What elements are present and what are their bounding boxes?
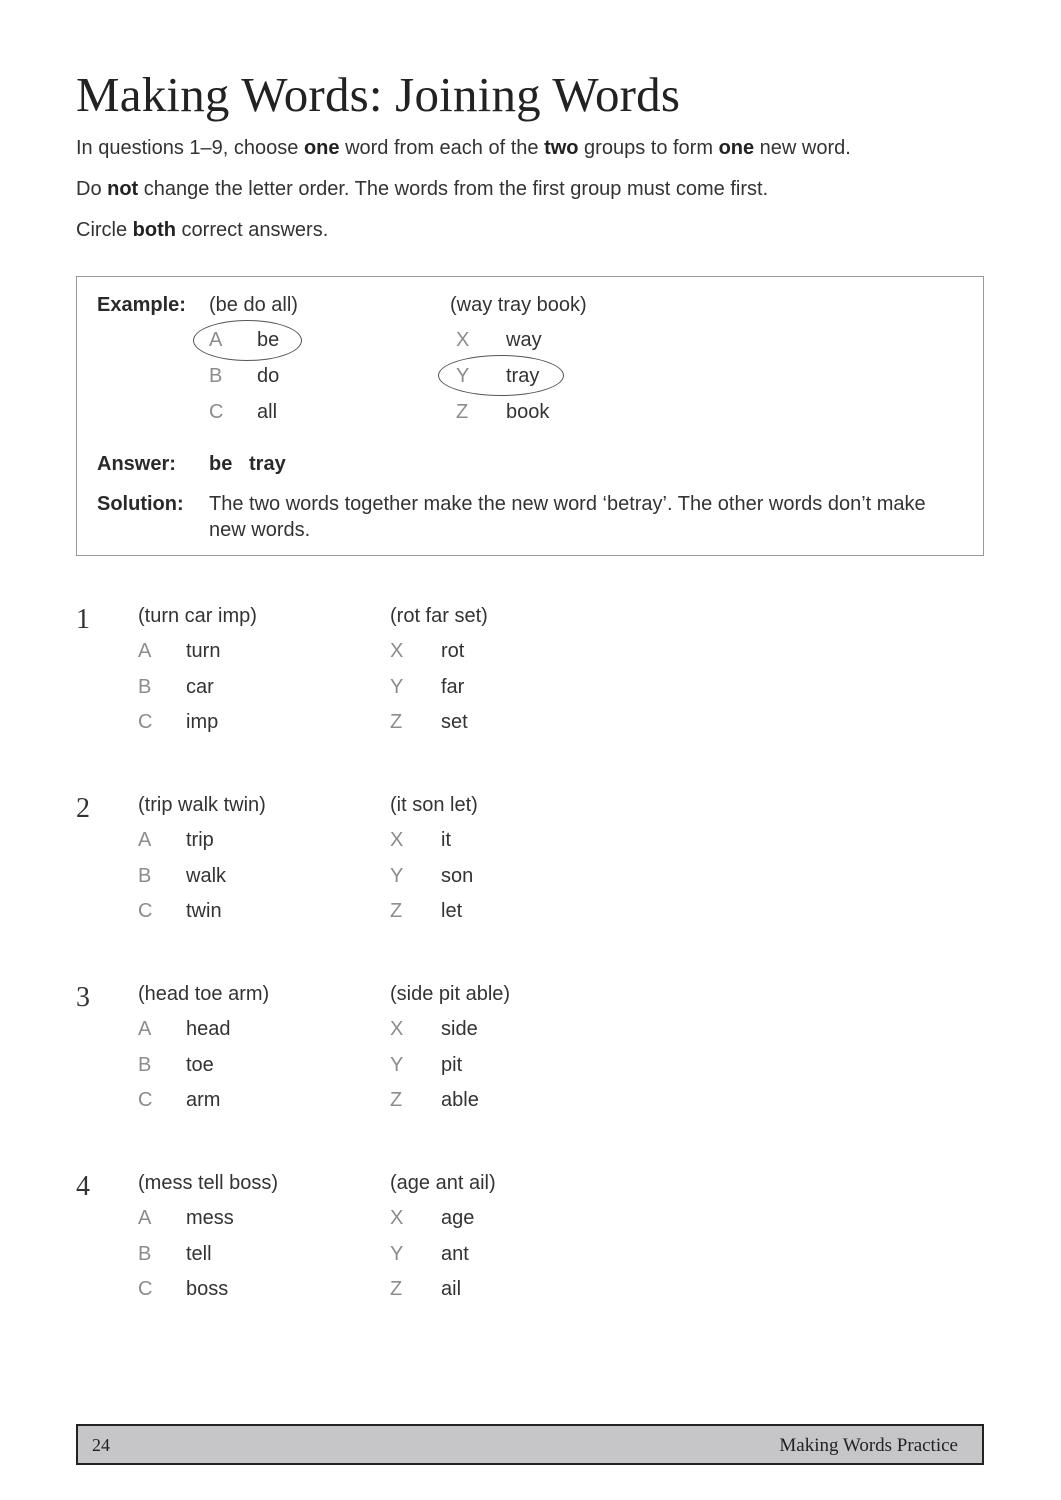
option-letter: A bbox=[138, 1018, 152, 1040]
option-word[interactable]: far bbox=[441, 676, 465, 698]
option-word[interactable]: head bbox=[186, 1018, 231, 1040]
option-word: do bbox=[257, 365, 280, 387]
question-group-1: (trip walk twin) bbox=[138, 794, 266, 816]
option-word[interactable]: it bbox=[441, 829, 451, 851]
option-word[interactable]: trip bbox=[186, 829, 214, 851]
answer-value: be tray bbox=[209, 453, 286, 475]
option-letter: Y bbox=[390, 1243, 404, 1265]
instruction-line-1 bbox=[76, 137, 851, 160]
option-word[interactable]: age bbox=[441, 1207, 475, 1229]
option-letter: Y bbox=[390, 865, 404, 887]
instruction-text: Do bbox=[76, 178, 108, 200]
option-word[interactable]: arm bbox=[186, 1089, 221, 1111]
answer-label: Answer: bbox=[97, 453, 176, 475]
question-number: 3 bbox=[76, 982, 90, 1013]
option-letter: Y bbox=[456, 365, 470, 387]
option-word[interactable]: side bbox=[441, 1018, 478, 1040]
instruction-text: In questions 1–9, choose bbox=[76, 137, 304, 159]
instruction-line-3 bbox=[76, 219, 328, 242]
instruction-emphasis: one bbox=[718, 137, 755, 159]
option-letter: C bbox=[138, 711, 153, 733]
option-word[interactable]: mess bbox=[186, 1207, 234, 1229]
option-letter: Z bbox=[390, 900, 403, 922]
option-word[interactable]: turn bbox=[186, 640, 221, 662]
example-box bbox=[76, 276, 984, 556]
page-title: Making Words: Joining Words bbox=[76, 67, 681, 122]
question-number: 2 bbox=[76, 793, 90, 824]
question-group-2: (side pit able) bbox=[390, 983, 511, 1005]
option-letter: X bbox=[390, 1207, 404, 1229]
option-word[interactable]: set bbox=[441, 711, 468, 733]
option-word[interactable]: pit bbox=[441, 1054, 463, 1076]
option-word[interactable]: imp bbox=[186, 711, 219, 733]
option-word[interactable]: ail bbox=[441, 1278, 462, 1300]
option-letter: A bbox=[209, 329, 223, 351]
page-number: 24 bbox=[92, 1435, 110, 1455]
instruction-emphasis: one bbox=[303, 137, 340, 159]
option-letter: B bbox=[209, 365, 223, 387]
option-letter: X bbox=[390, 1018, 404, 1040]
solution-text: The two words together make the new word ‘betray’. The other words don’t make new words. bbox=[209, 493, 926, 541]
option-word[interactable]: toe bbox=[186, 1054, 214, 1076]
option-word[interactable]: ant bbox=[441, 1243, 469, 1265]
option-word[interactable]: car bbox=[186, 676, 214, 698]
option-letter: B bbox=[138, 1054, 152, 1076]
option-letter: B bbox=[138, 676, 152, 698]
solution-label: Solution: bbox=[97, 493, 184, 515]
question-group-2: (rot far set) bbox=[390, 605, 488, 627]
option-letter: B bbox=[138, 865, 152, 887]
option-word: book bbox=[506, 401, 550, 423]
page-footer bbox=[76, 1424, 984, 1465]
question-number: 1 bbox=[76, 604, 90, 635]
option-word[interactable]: rot bbox=[441, 640, 465, 662]
option-word[interactable]: twin bbox=[186, 900, 222, 922]
instruction-emphasis: both bbox=[132, 219, 176, 241]
option-letter: Z bbox=[390, 1278, 403, 1300]
option-letter: Z bbox=[390, 711, 403, 733]
option-word: be bbox=[257, 329, 280, 351]
option-letter: Z bbox=[456, 401, 469, 423]
option-word[interactable]: walk bbox=[186, 865, 227, 887]
option-letter: Z bbox=[390, 1089, 403, 1111]
option-word: tray bbox=[506, 365, 540, 387]
option-letter: C bbox=[138, 900, 153, 922]
instruction-text: Circle bbox=[76, 219, 133, 241]
example-group-2: (way tray book) bbox=[450, 294, 587, 316]
instruction-text: word from each of the bbox=[339, 137, 545, 159]
question-group-2: (age ant ail) bbox=[390, 1172, 496, 1194]
option-word[interactable]: boss bbox=[186, 1278, 229, 1300]
option-word[interactable]: son bbox=[441, 865, 474, 887]
option-letter: X bbox=[390, 640, 404, 662]
example-group-1: (be do all) bbox=[209, 294, 298, 316]
option-letter: B bbox=[138, 1243, 152, 1265]
option-letter: C bbox=[138, 1278, 153, 1300]
option-letter: C bbox=[209, 401, 224, 423]
question-group-1: (mess tell boss) bbox=[138, 1172, 279, 1194]
instruction-line-2 bbox=[76, 178, 768, 201]
option-word[interactable]: able bbox=[441, 1089, 479, 1111]
option-letter: A bbox=[138, 640, 152, 662]
option-letter: A bbox=[138, 829, 152, 851]
option-word: way bbox=[506, 329, 542, 351]
instruction-text: change the letter order. The words from the first group must come first. bbox=[138, 178, 769, 200]
question-number: 4 bbox=[76, 1171, 90, 1202]
option-letter: Y bbox=[390, 676, 404, 698]
instruction-emphasis: two bbox=[544, 137, 579, 159]
option-letter: X bbox=[456, 329, 470, 351]
section-title: Making Words Practice bbox=[779, 1435, 958, 1456]
instruction-emphasis: not bbox=[107, 178, 139, 200]
instruction-text: correct answers. bbox=[175, 219, 329, 241]
option-letter: A bbox=[138, 1207, 152, 1229]
option-word[interactable]: let bbox=[441, 900, 463, 922]
example-label: Example: bbox=[97, 294, 186, 316]
instruction-text: groups to form bbox=[578, 137, 719, 159]
question-group-2: (it son let) bbox=[390, 794, 478, 816]
question-group-1: (turn car imp) bbox=[138, 605, 257, 627]
option-letter: X bbox=[390, 829, 404, 851]
option-word: all bbox=[257, 401, 278, 423]
question-group-1: (head toe arm) bbox=[138, 983, 270, 1005]
option-letter: C bbox=[138, 1089, 153, 1111]
instruction-text: new word. bbox=[754, 137, 851, 159]
option-word[interactable]: tell bbox=[186, 1243, 212, 1265]
option-letter: Y bbox=[390, 1054, 404, 1076]
